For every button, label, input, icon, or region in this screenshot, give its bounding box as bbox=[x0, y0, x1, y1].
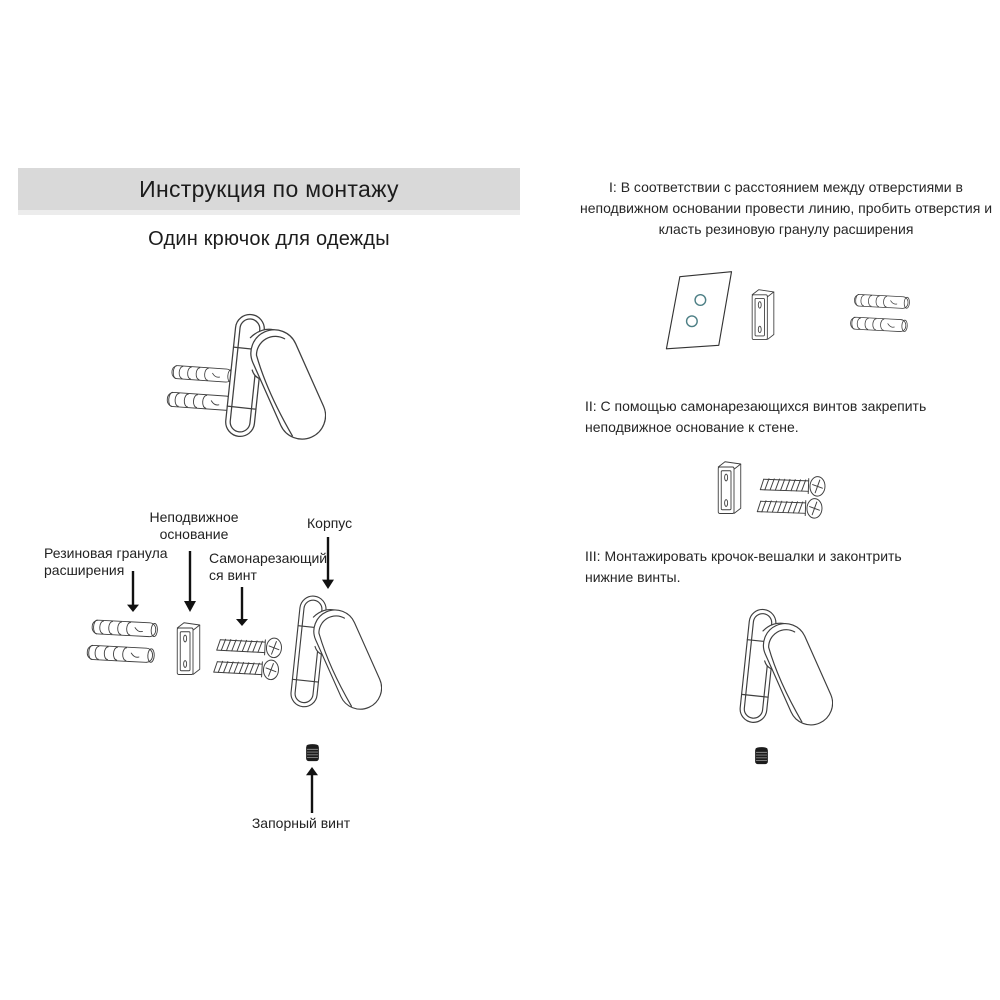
step-1-text: I: В соответствии с расстоянием между отверстиями в неподвижном основании провести линию, пробить отверстия и класть резиновую гранулу расширения bbox=[579, 179, 993, 237]
page-title-text: Инструкция по монтажу bbox=[139, 175, 399, 202]
fixed-base-icon bbox=[750, 287, 776, 343]
drilling-template-icon bbox=[648, 270, 740, 352]
screw-icon bbox=[750, 493, 829, 523]
label-locking-screw: Запорный винт bbox=[251, 815, 351, 831]
dowel-icon bbox=[850, 289, 915, 313]
set-screw-icon bbox=[305, 743, 320, 763]
page-title bbox=[18, 168, 520, 215]
fixed-base-icon bbox=[175, 620, 202, 678]
hook-body-drawing bbox=[733, 599, 833, 732]
arrow-down-icon bbox=[235, 587, 249, 626]
arrow-down-icon bbox=[321, 537, 335, 589]
assembled-hook-drawing bbox=[218, 300, 326, 450]
label-self-tapping-screw: Самонарезающий ся винт bbox=[209, 550, 328, 583]
label-fixed-base: Неподвижное основание bbox=[149, 509, 239, 542]
hook-body-drawing bbox=[284, 586, 382, 716]
arrow-up-icon bbox=[305, 767, 319, 813]
dowel-icon bbox=[846, 312, 913, 336]
step-2-text: II: С помощью самонарезающихся винтов закрепить неподвижное основание к стене. bbox=[585, 398, 927, 435]
fixed-base-icon bbox=[716, 459, 743, 517]
label-rubber-granule: Резиновая гранула расширения bbox=[44, 545, 168, 578]
label-body: Корпус bbox=[307, 515, 353, 531]
dowel-icon bbox=[82, 639, 161, 669]
dowel-icon bbox=[87, 614, 164, 643]
set-screw-icon bbox=[754, 746, 769, 766]
step-3-text: III: Монтажировать крочок-вешалки и законтрить нижние винты. bbox=[585, 548, 902, 585]
screw-icon bbox=[207, 653, 283, 684]
arrow-down-icon bbox=[183, 551, 197, 612]
page-subtitle: Один крючок для одежды bbox=[148, 228, 390, 250]
arrow-down-icon bbox=[126, 571, 140, 612]
